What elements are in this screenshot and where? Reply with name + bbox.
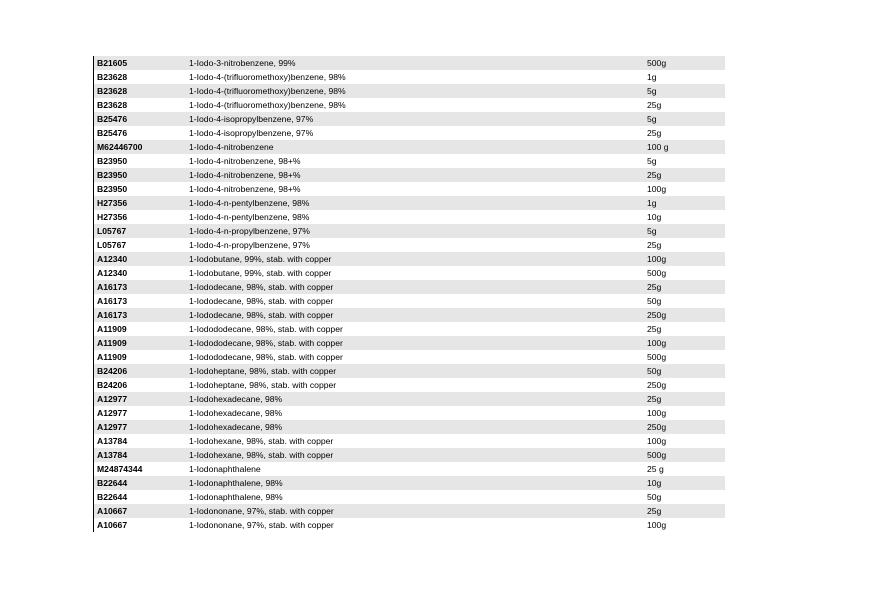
product-name: 1-Iodo-4-n-pentylbenzene, 98%: [189, 212, 310, 222]
table-row: [94, 154, 725, 168]
product-code: A10667: [97, 520, 128, 530]
package-size: 25g: [647, 394, 662, 404]
package-size: 25g: [647, 282, 662, 292]
product-code: A11909: [97, 324, 127, 334]
table-row: [94, 210, 725, 224]
package-size: 5g: [647, 86, 657, 96]
product-name: 1-Iodobutane, 99%, stab. with copper: [189, 254, 332, 264]
package-size: 100g: [647, 184, 667, 194]
table-row: [94, 322, 725, 336]
package-size: 25g: [647, 100, 662, 110]
package-size: 50g: [647, 296, 662, 306]
package-size: 25g: [647, 128, 662, 138]
product-name: 1-Iodo-4-n-propylbenzene, 97%: [189, 226, 310, 236]
package-size: 10g: [647, 478, 662, 488]
product-code: H27356: [97, 212, 128, 222]
product-name: 1-Iodonaphthalene, 98%: [189, 492, 283, 502]
product-code: B24206: [97, 366, 128, 376]
table-row: [94, 126, 725, 140]
package-size: 25g: [647, 324, 662, 334]
package-size: 100 g: [647, 142, 669, 152]
package-size: 10g: [647, 212, 662, 222]
product-name: 1-Iodo-4-nitrobenzene, 98+%: [189, 184, 301, 194]
product-code: B23950: [97, 184, 128, 194]
table-row: [94, 182, 725, 196]
table-row: [94, 238, 725, 252]
table-row: [94, 378, 725, 392]
product-code: A16173: [97, 282, 128, 292]
product-code: B23950: [97, 156, 128, 166]
table-row: [94, 490, 725, 504]
product-code: A12977: [97, 394, 128, 404]
product-name: 1-Iodo-4-nitrobenzene, 98+%: [189, 156, 301, 166]
package-size: 100g: [647, 254, 667, 264]
package-size: 50g: [647, 492, 662, 502]
package-size: 25g: [647, 170, 662, 180]
table-row: [94, 224, 725, 238]
product-name: 1-Iodo-4-(trifluoromethoxy)benzene, 98%: [189, 72, 346, 82]
product-name: 1-Iodobutane, 99%, stab. with copper: [189, 268, 332, 278]
table-row: [94, 98, 725, 112]
product-name: 1-Iodonaphthalene, 98%: [189, 478, 283, 488]
package-size: 500g: [647, 268, 667, 278]
product-name: 1-Iododecane, 98%, stab. with copper: [189, 282, 334, 292]
table-row: [94, 434, 725, 448]
product-code: B21605: [97, 58, 128, 68]
table-row: [94, 462, 725, 476]
table-row: [94, 294, 725, 308]
product-name: 1-Iodo-3-nitrobenzene, 99%: [189, 58, 296, 68]
product-code: B23950: [97, 170, 128, 180]
table-row: [94, 336, 725, 350]
table-row: [94, 252, 725, 266]
package-size: 25g: [647, 240, 662, 250]
package-size: 5g: [647, 114, 657, 124]
product-name: 1-Iodo-4-nitrobenzene, 98+%: [189, 170, 301, 180]
package-size: 100g: [647, 520, 667, 530]
product-name: 1-Iododecane, 98%, stab. with copper: [189, 296, 334, 306]
product-name: 1-Iodohexane, 98%, stab. with copper: [189, 450, 334, 460]
product-code: A12977: [97, 422, 128, 432]
product-code: A10667: [97, 506, 128, 516]
product-code: A16173: [97, 296, 128, 306]
product-name: 1-Iodononane, 97%, stab. with copper: [189, 520, 334, 530]
product-code: M24874344: [97, 464, 143, 474]
product-name: 1-Iodo-4-(trifluoromethoxy)benzene, 98%: [189, 100, 346, 110]
table-row: [94, 504, 725, 518]
product-name: 1-Iodo-4-n-propylbenzene, 97%: [189, 240, 310, 250]
product-name: 1-Iodo-4-(trifluoromethoxy)benzene, 98%: [189, 86, 346, 96]
product-code: A13784: [97, 436, 128, 446]
product-code: B23628: [97, 86, 128, 96]
package-size: 1g: [647, 72, 657, 82]
table-row: [94, 112, 725, 126]
package-size: 5g: [647, 226, 657, 236]
product-code: A12977: [97, 408, 128, 418]
product-table: [93, 56, 725, 532]
product-code: B23628: [97, 72, 128, 82]
table-row: [94, 476, 725, 490]
product-name: 1-Iodo-4-nitrobenzene: [189, 142, 274, 152]
product-code: A12340: [97, 268, 128, 278]
package-size: 100g: [647, 436, 667, 446]
product-code: H27356: [97, 198, 128, 208]
package-size: 500g: [647, 58, 667, 68]
table-row: [94, 420, 725, 434]
table-row: [94, 56, 725, 70]
product-name: 1-Iodo-4-isopropylbenzene, 97%: [189, 128, 314, 138]
product-code: A13784: [97, 450, 128, 460]
product-code: L05767: [97, 240, 127, 250]
table-row: [94, 364, 725, 378]
product-code: B22644: [97, 478, 128, 488]
package-size: 25 g: [647, 464, 664, 474]
product-name: 1-Iodo-4-n-pentylbenzene, 98%: [189, 198, 310, 208]
product-code: A12340: [97, 254, 128, 264]
package-size: 500g: [647, 450, 667, 460]
product-name: 1-Iodododecane, 98%, stab. with copper: [189, 352, 343, 362]
product-name: 1-Iodohexadecane, 98%: [189, 394, 283, 404]
product-name: 1-Iodododecane, 98%, stab. with copper: [189, 324, 343, 334]
package-size: 250g: [647, 380, 667, 390]
table-row: [94, 308, 725, 322]
package-size: 50g: [647, 366, 662, 376]
package-size: 100g: [647, 408, 667, 418]
product-code: M62446700: [97, 142, 143, 152]
table-row: [94, 266, 725, 280]
table-row: [94, 140, 725, 154]
product-name: 1-Iodohexadecane, 98%: [189, 408, 283, 418]
product-name: 1-Iodonaphthalene: [189, 464, 261, 474]
product-code: B22644: [97, 492, 128, 502]
product-name: 1-Iodononane, 97%, stab. with copper: [189, 506, 334, 516]
product-name: 1-Iodoheptane, 98%, stab. with copper: [189, 366, 337, 376]
product-code: A16173: [97, 310, 128, 320]
product-name: 1-Iodo-4-isopropylbenzene, 97%: [189, 114, 314, 124]
product-code: A11909: [97, 352, 127, 362]
table-row: [94, 168, 725, 182]
table-row: [94, 280, 725, 294]
product-code: B24206: [97, 380, 128, 390]
table-row: [94, 518, 725, 532]
product-code: B23628: [97, 100, 128, 110]
product-code: A11909: [97, 338, 127, 348]
package-size: 25g: [647, 506, 662, 516]
table-row: [94, 84, 725, 98]
product-name: 1-Iodohexane, 98%, stab. with copper: [189, 436, 334, 446]
table-row: [94, 406, 725, 420]
package-size: 500g: [647, 352, 667, 362]
table-row: [94, 392, 725, 406]
product-code: B25476: [97, 128, 128, 138]
product-name: 1-Iodohexadecane, 98%: [189, 422, 283, 432]
package-size: 250g: [647, 422, 667, 432]
package-size: 1g: [647, 198, 657, 208]
table-row: [94, 196, 725, 210]
product-code: L05767: [97, 226, 127, 236]
product-name: 1-Iodoheptane, 98%, stab. with copper: [189, 380, 337, 390]
table-row: [94, 448, 725, 462]
package-size: 250g: [647, 310, 667, 320]
table-row: [94, 350, 725, 364]
package-size: 100g: [647, 338, 667, 348]
table-row: [94, 70, 725, 84]
product-code: B25476: [97, 114, 128, 124]
product-name: 1-Iododecane, 98%, stab. with copper: [189, 310, 334, 320]
product-name: 1-Iodododecane, 98%, stab. with copper: [189, 338, 343, 348]
package-size: 5g: [647, 156, 657, 166]
